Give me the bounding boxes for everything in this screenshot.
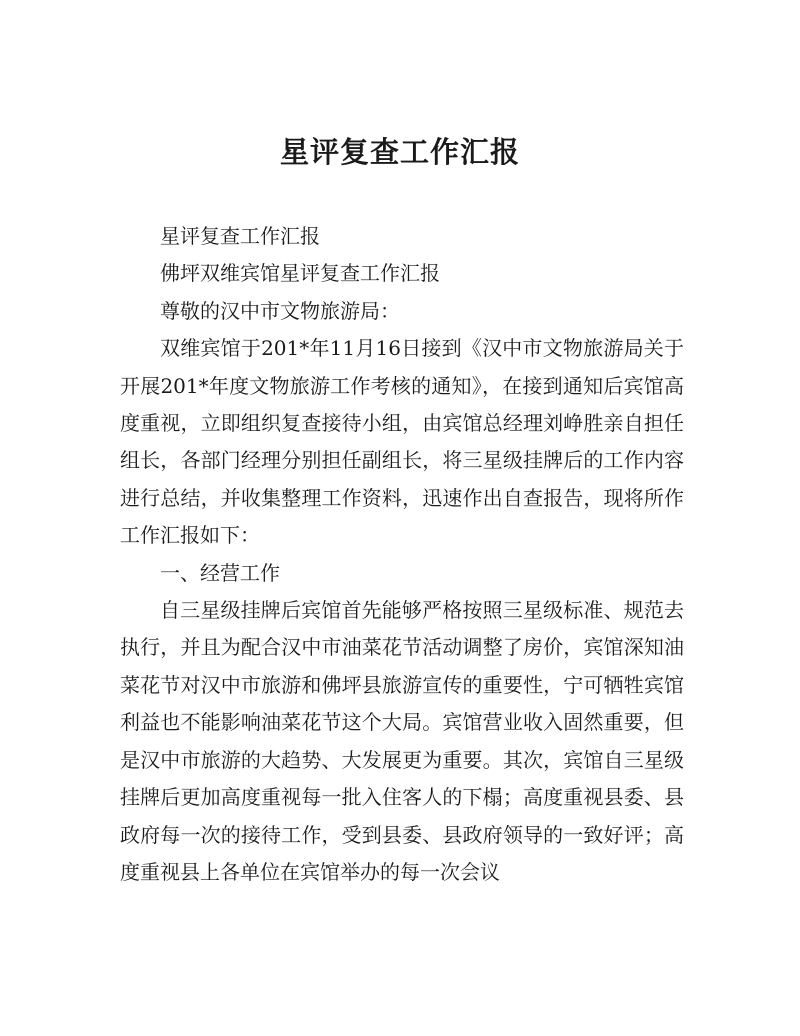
document-body [120, 218, 684, 891]
paragraph-operations: 自三星级挂牌后宾馆首先能够严格按照三星级标准、规范去执行，并且为配合汉中市油菜花节活动调整了房价，宾馆深知油菜花节对汉中市旅游和佛坪县旅游宣传的重要性，宁可牺牲宾馆利益也不能影响油菜花节这个大局。宾馆营业收入固然重要，但是汉中市旅游的大趋势、大发展更为重要。其次，宾馆自三星级挂牌后更加高度重视每一批入住客人的下榻；高度重视县委、县政府每一次的接待工作，受到县委、县政府领导的一致好评；高度重视县上各单位在宾馆举办的每一次会议 [120, 598, 684, 884]
paragraph-subtitle: 星评复查工作汇报 [160, 224, 320, 248]
document-title: 星评复查工作汇报 [279, 135, 520, 169]
paragraph-intro: 双维宾馆于201*年11月16日接到《汉中市文物旅游局关于开展201*年度文物旅游工作考核的通知》，在接到通知后宾馆高度重视，立即组织复查接待小组，由宾馆总经理刘峥胜亲自担任组长，各部门经理分别担任副组长，将三星级挂牌后的工作内容进行总结，并收集整理工作资料，迅速作出自查报告，现将所作工作汇报如下： [120, 336, 684, 548]
section-heading-operations: 一、经营工作 [160, 560, 280, 585]
paragraph-salutation: 尊敬的汉中市文物旅游局： [160, 298, 400, 323]
paragraph-hotel-report-title: 佛坪双维宾馆星评复查工作汇报 [160, 261, 440, 286]
